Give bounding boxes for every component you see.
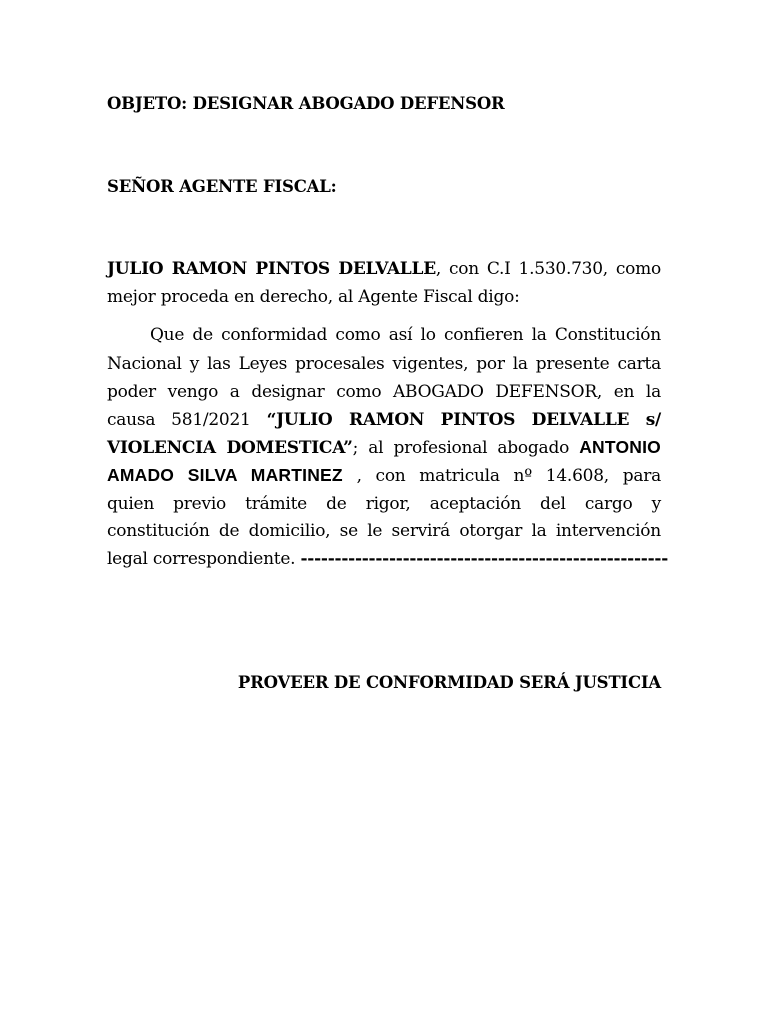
intro-line-1 (107, 259, 661, 279)
body-line-6-post: , con matricula nº 14.608, para (342, 466, 661, 486)
lawyer-name-part-2: AMADO SILVA MARTINEZ (107, 465, 343, 485)
body-line-4 (107, 410, 661, 430)
lawyer-name-part-1: ANTONIO (579, 437, 661, 457)
filler-dashes: ------------------------------------------------------ (300, 549, 669, 569)
subject-heading: OBJETO: DESIGNAR ABOGADO DEFENSOR (107, 94, 505, 113)
body-line-1: Que de conformidad como así lo confieren la Constitución (150, 325, 661, 345)
closing-formula: PROVEER DE CONFORMIDAD SERÁ JUSTICIA (237, 673, 661, 692)
body-line-4-pre: causa 581/2021 (107, 410, 267, 430)
petitioner-name: JULIO RAMON PINTOS DELVALLE (107, 259, 436, 279)
body-line-9-text: legal correspondiente. (107, 549, 301, 569)
intro-line-2: mejor proceda en derecho, al Agente Fiscal digo: (107, 287, 520, 307)
case-title-part-1: “JULIO RAMON PINTOS DELVALLE s/ (266, 410, 661, 430)
body-line-7: quien previo trámite de rigor, aceptación del cargo y (107, 494, 661, 514)
intro-line-1-rest: , con C.I 1.530.730, como (435, 259, 661, 279)
salutation: SEÑOR AGENTE FISCAL: (107, 177, 337, 196)
body-line-5 (107, 437, 661, 458)
body-line-9 (107, 549, 669, 569)
body-line-3: poder vengo a designar como ABOGADO DEFENSOR, en la (107, 382, 661, 402)
body-line-6 (107, 465, 661, 486)
case-title-part-2: VIOLENCIA DOMESTICA” (107, 438, 353, 458)
body-line-5-post: ; al profesional abogado (352, 438, 580, 458)
body-line-2: Nacional y las Leyes procesales vigentes, por la presente carta (107, 354, 661, 374)
body-line-8: constitución de domicilio, se le servirá otorgar la intervención (107, 521, 661, 541)
